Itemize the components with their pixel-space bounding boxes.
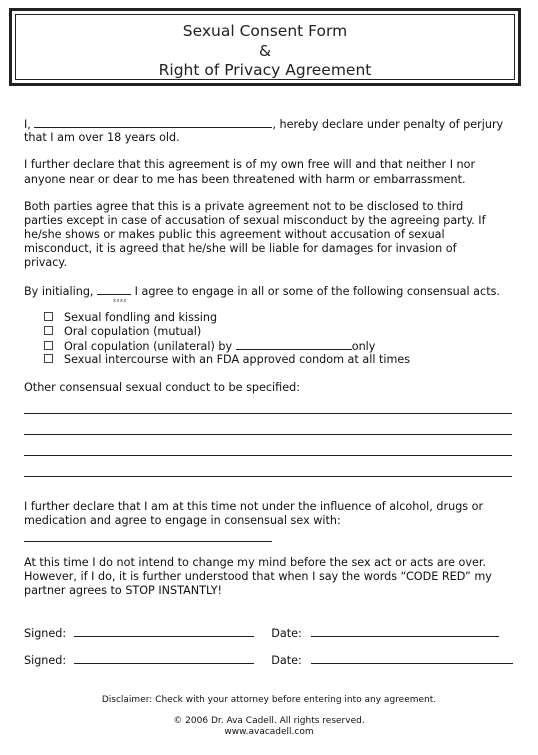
signed-label-1: Signed: [24,627,67,640]
copyright: © 2006 Dr. Ava Cadell. All rights reserved. [173,716,365,726]
act-label-oral-mutual: Oral copulation (mutual) [64,325,202,338]
partner-name-field[interactable] [24,541,272,542]
declaration-line-2: that I am over 18 years old. [24,131,180,144]
website-link[interactable]: www.avacadell.com [224,727,314,737]
act-item-intercourse [44,353,410,366]
title-ampersand: & [258,42,272,60]
influence-line-2: medication and agree to engage in consensual sex with: [24,514,341,527]
checkbox-oral-mutual[interactable] [44,326,53,335]
initial-prefix: By initialing, [24,285,94,298]
other-conduct-label: Other consensual sexual conduct to be specified: [24,381,300,394]
checkbox-oral-unilateral[interactable] [44,341,53,350]
signature-row-1 [24,626,499,640]
declaration-line-1 [24,117,503,131]
form-title: Sexual Consent Form [182,22,348,40]
privacy-line-2: parties except in case of accusation of sexual misconduct by the agreeing party. If [24,214,486,227]
code-red-line-3: partner agrees to STOP INSTANTLY! [24,584,223,597]
influence-line-1: I further declare that I am at this time not under the influence of alcohol, drugs or [24,500,484,513]
act-label-only: only [351,340,376,353]
name-field[interactable] [34,117,272,128]
initials-mark: xxxx [113,298,127,304]
signature-field-2[interactable] [74,653,254,664]
act-item-oral-unilateral [44,339,375,353]
signature-field-1[interactable] [74,626,254,637]
privacy-line-3: he/she shows or makes public this agreement without accusation of sexual [24,228,445,241]
date-field-2[interactable] [311,653,513,664]
act-item-fondling [44,311,217,324]
disclaimer: Disclaimer: Check with your attorney before entering into any agreement. [101,695,437,705]
initials-field[interactable] [97,284,131,295]
title-box [9,8,521,86]
signed-label-2: Signed: [24,654,67,667]
declaration-prefix: I, [24,118,31,131]
initial-suffix: I agree to engage in all or some of the following consensual acts. [134,285,500,298]
free-will-line-1: I further declare that this agreement is of my own free will and that neither I nor [24,158,476,171]
privacy-line-5: privacy. [24,256,68,269]
free-will-line-2: anyone near or dear to me has been threatened with harm or embarrassment. [24,173,466,186]
act-label-intercourse: Sexual intercourse with an FDA approved condom at all times [64,353,411,366]
form-subtitle: Right of Privacy Agreement [158,61,372,79]
signature-row-2 [24,653,513,667]
other-conduct-line-1[interactable] [24,413,512,414]
date-field-1[interactable] [311,626,499,637]
act-item-oral-mutual [44,325,201,338]
initial-line [24,284,500,298]
unilateral-by-field[interactable] [236,339,352,350]
code-red-line-2: However, if I do, it is further understood that when I say the words “CODE RED” my [24,570,492,583]
other-conduct-line-2[interactable] [24,434,512,435]
date-label-1: Date: [271,627,302,640]
act-label-fondling: Sexual fondling and kissing [64,311,218,324]
title-box-inner [15,14,515,80]
code-red-line-1: At this time I do not intend to change my mind before the sex act or acts are over. [24,556,487,569]
date-label-2: Date: [271,654,302,667]
declaration-suffix: , hereby declare under penalty of perjury [272,118,504,131]
privacy-line-1: Both parties agree that this is a private agreement not to be disclosed to third [24,200,464,213]
privacy-line-4: misconduct, it is agreed that he/she will be liable for damages for invasion of [24,242,457,255]
checkbox-fondling[interactable] [44,312,53,321]
other-conduct-line-3[interactable] [24,455,512,456]
other-conduct-line-4[interactable] [24,476,512,477]
checkbox-intercourse[interactable] [44,354,53,363]
act-label-oral-unilateral: Oral copulation (unilateral) by [64,340,233,353]
